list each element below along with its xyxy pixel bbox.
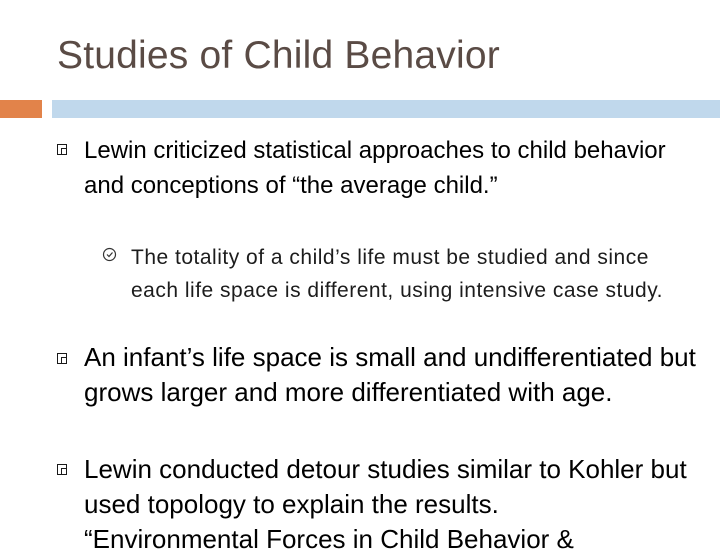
bullet-text: An infant’s life space is small and undifferentiated but grows larger and more differentiated with age. (84, 342, 696, 407)
square-bullet-icon (57, 144, 67, 155)
accent-bar-blue (52, 100, 720, 118)
slide-title: Studies of Child Behavior (57, 34, 500, 77)
circle-bullet-icon (102, 247, 117, 262)
square-bullet-icon (57, 464, 67, 475)
square-bullet-icon (57, 353, 67, 364)
accent-bar-orange (0, 100, 42, 118)
bullet-text: “Environmental Forces in Child Behavior & (84, 524, 574, 554)
bullet-text: Lewin criticized statistical approaches to child behavior and conceptions of “the average child.” (84, 137, 666, 199)
bullet-text: Lewin conducted detour studies similar to Kohler but used topology to explain the results. (84, 454, 687, 519)
sub-bullet-text: The totality of a child’s life must be studied and since each life space is different, using intensive case study. (131, 246, 664, 302)
